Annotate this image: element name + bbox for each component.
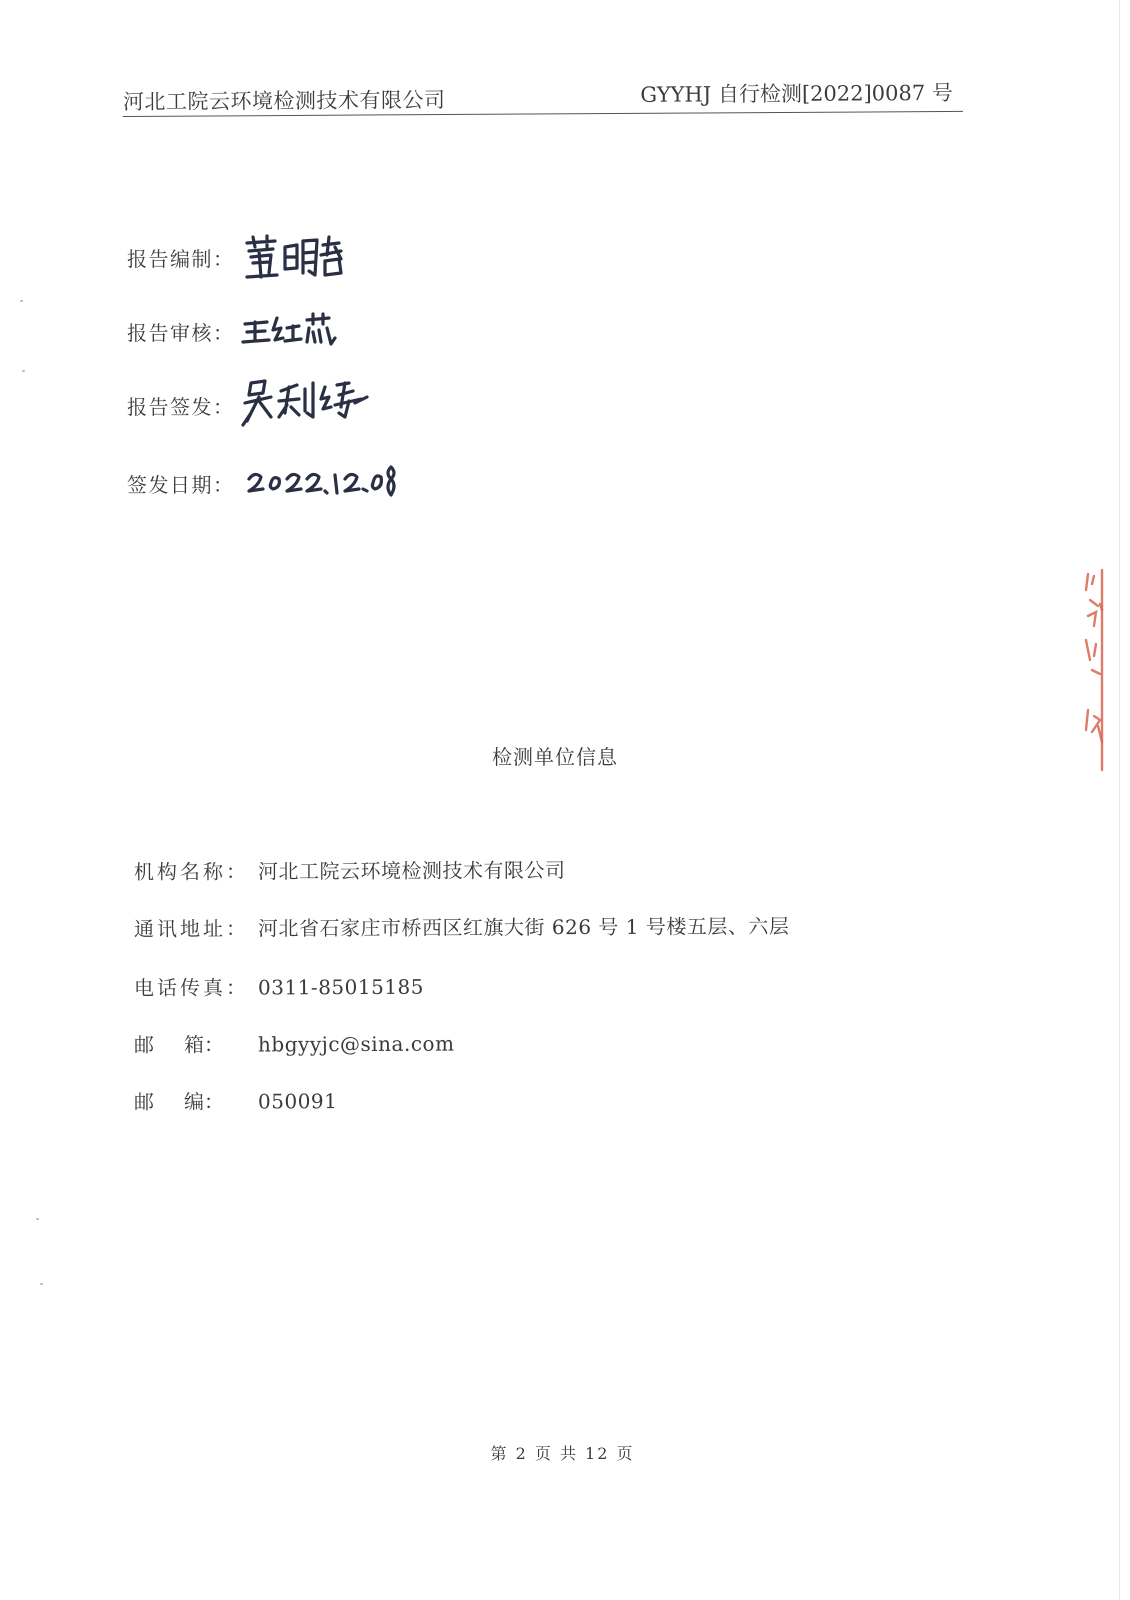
partial-seal-stamp	[1082, 570, 1106, 770]
compiled-by-label: 报告编制：	[127, 246, 235, 271]
signature-row-issued	[127, 380, 371, 430]
postcode-label-part-a: 邮	[133, 1089, 155, 1114]
email-value: hbgyyjc@sina.com	[257, 1031, 455, 1057]
phone-label: 电话传真：	[133, 975, 250, 1000]
scan-speck	[36, 1218, 39, 1220]
signature-row-compiled	[127, 232, 351, 282]
issue-date-handwritten	[241, 461, 401, 505]
email-label	[134, 1029, 224, 1058]
email-label-part-a: 邮	[133, 1032, 155, 1057]
address-label: 通讯地址：	[133, 916, 250, 941]
info-row-address	[134, 910, 789, 942]
reviewed-by-label: 报告审核：	[127, 320, 235, 345]
compiled-by-signature	[241, 233, 351, 281]
page-header	[123, 73, 963, 117]
page-edge	[1119, 0, 1120, 1600]
scan-speck	[20, 300, 23, 302]
email-label-part-b: 箱：	[183, 1032, 225, 1057]
signature-row-reviewed	[127, 306, 341, 356]
reviewed-by-signature	[241, 310, 341, 352]
postcode-label-part-b: 编：	[183, 1089, 225, 1114]
page-footer: 第 2 页 共 12 页	[490, 1444, 635, 1463]
issued-by-label: 报告签发：	[127, 394, 235, 419]
postcode-label	[134, 1086, 224, 1115]
header-report-number: GYYHJ 自行检测[2022]0087 号	[640, 80, 953, 107]
info-row-postcode	[134, 1085, 337, 1115]
address-value: 河北省石家庄市桥西区红旗大街 626 号 1 号楼五层、六层	[257, 914, 790, 941]
org-name-label: 机构名称：	[133, 859, 250, 884]
postcode-value: 050091	[257, 1089, 338, 1114]
phone-value: 0311-85015185	[257, 974, 425, 1000]
issue-date-label: 签发日期：	[127, 472, 235, 497]
info-row-phone	[134, 971, 424, 1001]
issued-by-signature	[241, 377, 371, 433]
header-company: 河北工院云环境检测技术有限公司	[122, 88, 446, 115]
section-title: 检测单位信息	[492, 745, 618, 769]
scan-speck	[22, 370, 25, 372]
info-row-email	[134, 1028, 455, 1058]
info-row-org-name	[134, 854, 566, 885]
signature-row-date	[127, 458, 401, 508]
org-name-value: 河北工院云环境检测技术有限公司	[257, 858, 566, 884]
scan-speck	[40, 1283, 43, 1285]
